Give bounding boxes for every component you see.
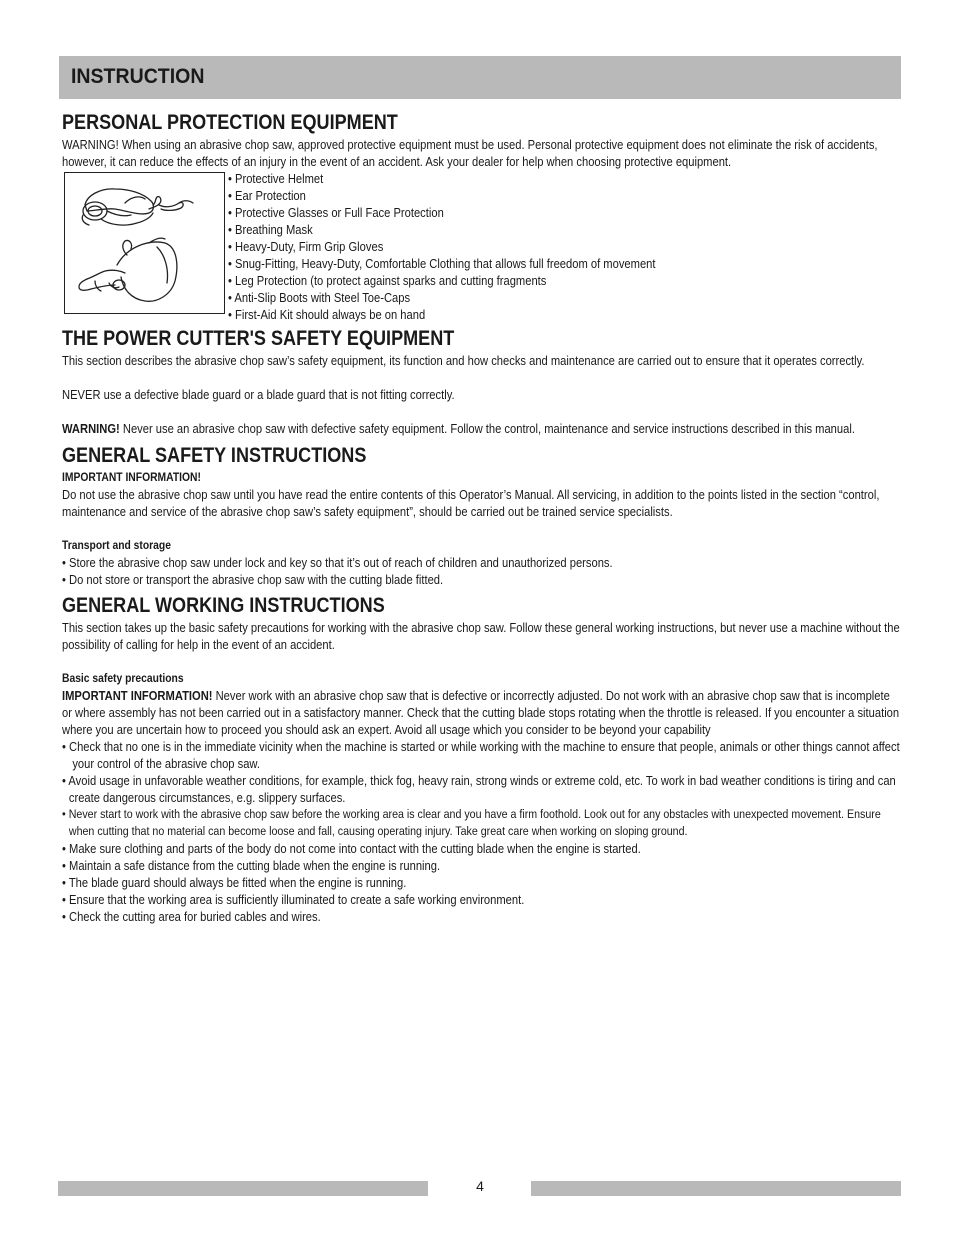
ppe-intro-wrap xyxy=(62,136,902,170)
general-safety-heading: GENERAL SAFETY INSTRUCTIONS xyxy=(62,444,367,467)
ppe-block xyxy=(62,170,902,320)
general-working-body xyxy=(62,619,902,925)
working-item: • Avoid usage in unfavorable weather conditions, for example, thick fog, heavy rain, strong winds or extreme cold, etc. To work in bad weather conditions is tiring and can create dangerous circumstances, e.g. slippery surfaces. xyxy=(62,773,896,805)
section-header-bar xyxy=(59,56,901,99)
transport-heading: Transport and storage xyxy=(62,538,171,552)
ppe-item: • Heavy-Duty, Firm Grip Gloves xyxy=(228,239,384,254)
ppe-item: • Breathing Mask xyxy=(228,222,313,237)
ppe-item: • Ear Protection xyxy=(228,188,306,203)
basic-important-label: IMPORTANT INFORMATION! xyxy=(62,688,213,703)
ppe-item: • First-Aid Kit should always be on hand xyxy=(228,307,426,322)
general-working-heading: GENERAL WORKING INSTRUCTIONS xyxy=(62,594,385,617)
ppe-intro: WARNING! When using an abrasive chop saw, approved protective equipment must be used. Personal protective equipment does not eliminate the risk of accidents, however, it can reduce the effects of an injury in the event of an accident. Ask your dealer for help when choosing protective equipment. xyxy=(62,137,878,169)
ppe-heading: PERSONAL PROTECTION EQUIPMENT xyxy=(62,111,398,134)
working-item: • Make sure clothing and parts of the body do not come into contact with the cutting blade when the engine is started. xyxy=(62,841,641,856)
working-item: • Check the cutting area for buried cables and wires. xyxy=(62,909,321,924)
working-item: • Maintain a safe distance from the cutting blade when the engine is running. xyxy=(62,858,441,873)
working-item: • Ensure that the working area is sufficiently illuminated to create a safe working environment. xyxy=(62,892,525,907)
ppe-item: • Protective Helmet xyxy=(228,171,324,186)
general-safety-body xyxy=(62,469,902,588)
working-item: • Never start to work with the abrasive chop saw before the working area is clear and you have a firm foothold. Look out for any obstacles with unexpected movement. Ensure when cutting that no material can become loose and fall, causing operating injury. Take great care when working on sloping ground. xyxy=(62,807,881,838)
general-working-p1: This section takes up the basic safety precautions for working with the abrasive chop saw. Follow these general working instructions, but never use a machine without the possibility of calling for help in the event of an accident. xyxy=(62,620,900,652)
section-title: INSTRUCTION xyxy=(71,65,205,88)
page-number: 4 xyxy=(476,1178,484,1194)
general-safety-p1: Do not use the abrasive chop saw until you have read the entire contents of this Operator’s Manual. All servicing, in addition to the points listed in the section “control, maintenance and service of the abrasive chop saw’s safety equipment”, should be carried out be trained service specialists. xyxy=(62,487,880,519)
cutter-p3 xyxy=(62,420,902,437)
basic-safety-body: Never work with an abrasive chop saw that is defective or incorrectly adjusted. Do not work with an abrasive chop saw that is incomplete or where assembly has not been carried out in a satisfactory manner. Check that the cutting blade stops rotating when the throttle is released. If you encounter a situation where you are uncertain how to proceed you should ask an expert. Avoid all usage which you consider to be beyond your capability xyxy=(62,688,900,737)
ear-protection-goggles-icon xyxy=(65,173,223,312)
transport-item: • Store the abrasive chop saw under lock and key so that it’s out of reach of children and unauthorized persons. xyxy=(62,555,613,570)
ppe-item: • Snug-Fitting, Heavy-Duty, Comfortable Clothing that allows full freedom of movement xyxy=(228,256,656,271)
basic-safety-heading: Basic safety precautions xyxy=(62,671,184,685)
transport-item: • Do not store or transport the abrasive chop saw with the cutting blade fitted. xyxy=(62,572,444,587)
cutter-p3-text: Never use an abrasive chop saw with defective safety equipment. Follow the control, maintenance and service instructions described in this manual. xyxy=(119,421,855,436)
ppe-item: • Leg Protection (to protect against sparks and cutting fragments xyxy=(228,273,547,288)
cutter-warning-label: WARNING! xyxy=(62,421,120,436)
working-item: • Check that no one is in the immediate vicinity when the machine is started or while working with the machine to ensure that people, animals or other things cannot affect your control of the abrasive chop saw. xyxy=(62,739,900,771)
working-item: • The blade guard should always be fitted when the engine is running. xyxy=(62,875,407,890)
footer-bar-left xyxy=(58,1181,428,1196)
ppe-list xyxy=(228,170,830,323)
cutter-p1: This section describes the abrasive chop saw’s safety equipment, its function and how checks and maintenance are carried out to ensure that it operates correctly. xyxy=(62,353,865,368)
ppe-item: • Anti-Slip Boots with Steel Toe-Caps xyxy=(228,290,411,305)
footer-bar-right xyxy=(531,1181,901,1196)
page-content xyxy=(62,110,902,925)
ppe-figure xyxy=(64,172,225,314)
important-information-label: IMPORTANT INFORMATION! xyxy=(62,470,201,484)
cutter-body xyxy=(62,352,902,437)
cutter-heading: THE POWER CUTTER'S SAFETY EQUIPMENT xyxy=(62,327,455,350)
cutter-p2: NEVER use a defective blade guard or a blade guard that is not fitting correctly. xyxy=(62,387,455,402)
basic-safety-text xyxy=(62,687,902,738)
ppe-item: • Protective Glasses or Full Face Protection xyxy=(228,205,444,220)
